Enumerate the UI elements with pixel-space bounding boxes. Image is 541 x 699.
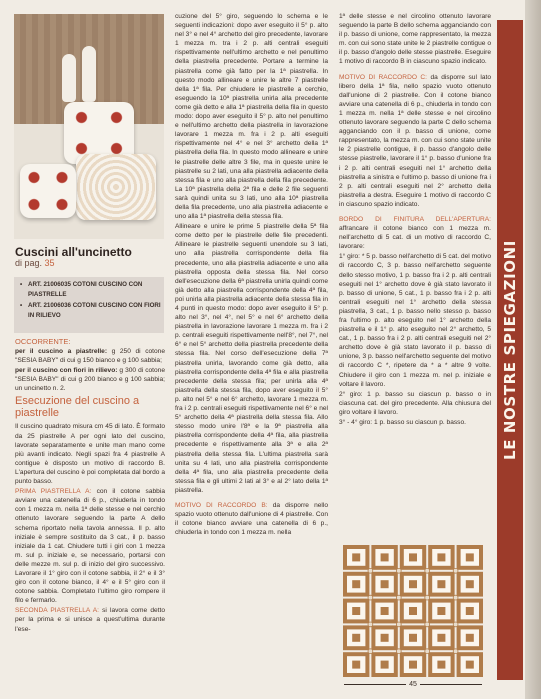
instruction-heading: PRIMA PIASTRELLA A:	[15, 488, 92, 496]
tile-center	[381, 580, 389, 588]
joining-motif	[368, 595, 373, 600]
materials-text: g 300 di cotone "SESIA BABY" di cui g 200 bianco e g 100 sabbia; un uncinetto n. 2.	[15, 367, 165, 393]
joining-motif	[425, 595, 430, 600]
joining-motif	[453, 622, 458, 627]
cushions-photo	[14, 14, 164, 239]
tile-center	[352, 580, 360, 588]
section-banner	[497, 20, 523, 680]
instruction-text: affrancare il cotone bianco con 1 mezza m. nell'archetto di 5 cat. di un motivo di raccordo C, lavorare:	[339, 225, 491, 251]
instruction-heading: SECONDA PIASTRELLA A:	[15, 607, 99, 615]
instruction-heading: MOTIVO DI RACCORDO B:	[175, 501, 268, 509]
dimension-label	[339, 681, 487, 688]
tile-center	[381, 553, 389, 561]
article-code: • ART. 21006036 COTONI CUSCINO CON FIORI IN RILIEVO	[14, 301, 164, 320]
tile-center	[437, 661, 445, 669]
tile-center	[437, 607, 445, 615]
subtitle-page: 35	[44, 258, 55, 268]
tile-center	[466, 553, 474, 561]
tile-center	[381, 661, 389, 669]
diagram-svg	[339, 541, 487, 683]
joining-motif	[368, 649, 373, 654]
instruction-paragraph	[339, 73, 491, 209]
article-codes-box	[14, 277, 164, 333]
tile-center	[466, 580, 474, 588]
joining-motif	[368, 622, 373, 627]
text-column-2	[175, 12, 328, 538]
joining-motif	[396, 622, 401, 627]
cushion-layout-diagram	[339, 541, 487, 683]
article-subtitle	[15, 258, 55, 268]
tile-center	[466, 661, 474, 669]
instruction-text: si lavora come detto per la prima e si unisce a quest'ultima durante l'ese-	[15, 607, 166, 633]
tile-center	[409, 580, 417, 588]
tile-center	[381, 634, 389, 642]
body-paragraph: 1ª delle stesse e nel circolino ottenuto lavorare seguendo la parte B dello schema agganciando con il p. basso di unione, come rappresentato, la mezza m. con cui sono state unite le 2 piastrelle contigue o il p. basso d'angolo delle stesse piastrelle. Eseguire 1 motivo di raccordo B in ciascuno spazio indicato.	[339, 13, 491, 66]
dimension-value: 45	[406, 681, 420, 688]
tile-center	[381, 607, 389, 615]
joining-motif	[453, 568, 458, 573]
joining-motif	[396, 568, 401, 573]
instruction-text: da disporre sul lato libero della 1ª fila, nello spazio vuoto ottenuto dall'unione di 2 piastrelle. Con il cotone bianco avviare una catenella di 6 p., chiuderla in tondo con 1 mezza m. nella 1ª delle stesse e nel circolino ottenuto lavorare seguendo la parte C dello schema agganciando con il p. basso di unione, come rappresentato, la mezza m. con cui sono state unite le 2 piastrelle contigue, il p. basso d'angolo delle stesse piastrelle, lavorare il 1° p. basso d'unione fra i 2 p. alti centrali eseguiti nel 1° archetto della piastrella a sinistra e l'ultimo p. basso di unione fra i 2 p. alti centrali eseguiti nel 2° archetto della piastrella a destra. Eseguire 1 motivo di raccordo C in ciascuno spazio indicato.	[339, 73, 491, 208]
body-paragraph: cuzione del 5° giro, seguendo lo schema e le seguenti indicazioni: dopo aver eseguito il 5° p. alto nel 3° e nel 4° archetto del giro precedente, lavorare 1 mezza m. tra i 2 p. alti centrali eseguiti rispettivamente nell'ultimo archetto e nel penultimo della piastrella precedente. Portare a termine la piastrella come già fatto per la 1ª piastrella. In questo modo allineare e unire le altre 7 piastrelle della 1ª fila. Per chiudere le piastrelle a cerchio, eseguendo la 10ª piastrella unirla alla precedente come già detto e alla 1ª piastrella della fila in questo modo: dopo aver eseguito il 5° p. alto nel penultimo e nell'ultimo archetto della piastrella in lavorazione lavorare 1 mezza m. fra i 2 p. alti eseguiti rispettivamente nel 4° e nel 3° archetto della 1ª piastrella della fila. In questo modo allineare e unire le piastrelle delle altre 3 file, ma in queste unire le piastrelle su 2 lati, una alla piastrella adiacente della stessa fila e uno alla piastrella della fila precedente. La 10ª piastrella della 2ª fila e delle 2 file seguenti sarà quindi unita su 3 lati, uno alla 10ª piastrella della fila precedente, uno alla piastrella adiacente e uno alla 1ª piastrella della stessa fila.	[175, 13, 328, 221]
instruction-paragraph	[175, 501, 328, 537]
instruction-heading: MOTIVO DI RACCORDO C:	[339, 73, 427, 81]
occorrente-heading: OCCORRENTE:	[15, 337, 71, 346]
tile-center	[352, 634, 360, 642]
materials-label: per il cuscino con fiori in rilievo:	[15, 367, 118, 375]
tile-center	[352, 607, 360, 615]
tile-center	[352, 661, 360, 669]
tile-center	[437, 580, 445, 588]
page-edge	[525, 0, 541, 699]
joining-motif	[425, 568, 430, 573]
joining-motif	[425, 649, 430, 654]
joining-motif	[396, 649, 401, 654]
tile-center	[466, 634, 474, 642]
materials-paragraph	[15, 366, 165, 393]
round-instruction: 3° - 4° giro: 1 p. basso su ciascun p. basso.	[339, 419, 466, 427]
article-title: Cuscini all'uncinetto	[15, 245, 132, 259]
cushion-image	[20, 164, 76, 218]
tile-center	[409, 607, 417, 615]
materials-label: per il cuscino a piastrelle:	[15, 348, 108, 355]
joining-motif	[425, 622, 430, 627]
tile-center	[437, 634, 445, 642]
subtitle-prefix: di pag.	[15, 258, 45, 268]
tile-center	[409, 553, 417, 561]
joining-motif	[396, 595, 401, 600]
body-paragraph: Allineare e unire le prime 5 piastrelle della 5ª fila come detto per le piastrelle delle file precedenti. Allineare le piastrelle seguenti unendole su 3 lati, uno alla piastrella corrispondente della fila precedente, uno alla piastrella adiacente e uno alla piastrella opposta della stessa fila. Nel corso dell'esecuzione della 6ª piastrella unirla quindi come già detto alla piastrella corrispondente della 4ª fila, poi unirla alla piastrella adiacente della stessa fila in 4 punti in questo modo: dopo aver eseguito il 5° p. alto nel 3°, nel 4°, nel 5° e nel 6° archetto della piastrella in lavorazione lavorare 1 mezza m. fra i 2 p. centrali eseguiti rispettivamente nell'8°, nel 7°, nel 6° e nel 5° archetto della piastrella precedente della stessa fila. Nel corso dell'esecuzione della 7ª piastrella unirla, lavorando come già detto, alla piastrella corrispondente della 4ª fila e alla piastrella precedente della stessa fila; per unirla alla 4ª piastrella della stessa fila, dopo aver eseguito il 5° p. alto nel 5° e nel 6° archetto, lavorare 1 mezza m. fra i 2 p. centrali eseguiti rispettivamente nel 6° e nel 5° archetto della 4ª piastrella della stessa fila. Allo stesso modo unire l'8ª e la 9ª piastrella alla piastrella corrispondente della 4ª fila, alla piastrella precedente e rispettivamente alla 3ª e alla 2ª piastrella della stessa fila. L'ultima piastrella sarà unita su 4 lati, uno alla piastrella corrispondente della 4ª fila, uno alla piastrella precedente della stessa fila e gli ultimi 2 lati al 3° e al 2° lato della 1ª piastrella.	[175, 223, 328, 494]
text-column-3	[339, 12, 491, 428]
tile-center	[437, 553, 445, 561]
text-column-1	[15, 347, 165, 635]
intro-paragraph: Il cuscino quadrato misura cm 45 di lato. È formato da 25 piastrelle A per ogni lato del cuscino, lavorate separatamente e unite man mano come più avanti indicato. Negli spazi fra 4 piastrelle A contigue è disposto un motivo di raccordo B. L'apertura del cuscino è poi completata dal bordo a punto basso.	[15, 423, 165, 486]
instruction-text: con il cotone sabbia avviare una catenella di 6 p., chiuderla in tondo con 1 mezza m. nella 1ª delle stesse e nel cerchio ottenuto lavorare seguendo la parte A dello schema riportato nella tavola annessa. Il p. alto iniziale è sempre sostituito da 3 cat., il p. basso iniziale da 1 cat. Chiudere tutti i giri con 1 mezza m. sul p. iniziale e, se necessario, portarsi con delle mezze m. sul p. di inizio del giro successivo. Lavorare il 1° giro con il cotone sabbia, il 2° e il 3° giro con il cotone bianco, il 4° e il 5° giro con il cotone sabbia. Completato l'ultimo giro rompere il filo e fermarlo.	[15, 488, 165, 605]
instruction-paragraph	[15, 606, 165, 633]
joining-motif	[453, 649, 458, 654]
tile-center	[466, 607, 474, 615]
instruction-paragraph	[339, 215, 491, 251]
tile-center	[352, 553, 360, 561]
tile-center	[409, 661, 417, 669]
instruction-heading: BORDO DI FINITURA DELL'APERTURA:	[339, 215, 491, 223]
cushion-image	[76, 154, 156, 220]
joining-motif	[453, 595, 458, 600]
instruction-paragraph	[15, 487, 165, 605]
joining-motif	[368, 568, 373, 573]
section-heading: Esecuzione del cuscino a piastrelle	[15, 395, 140, 419]
vase-image	[82, 46, 96, 102]
vase-image	[62, 54, 76, 102]
round-instruction: 2° giro: 1 p. basso su ciascun p. basso o in ciascuna cat. del giro precedente. Alla chiusura del giro voltare il lavoro.	[339, 390, 491, 416]
round-instruction: 1° giro: * 5 p. basso nell'archetto di 5 cat. del motivo di raccordo C, 3 p. basso nell'archetto seguente dello stesso motivo, 1 p. basso fra i 2 p. alti centrali eseguiti nel 1° archetto dove è già stato lavorato il p. basso di unione, 5 cat., 1 p. basso fra i 2 p. alti centrali eseguiti nel 1° archetto della stessa piastrella, 3 cat., 1 p. basso nello stesso p. basso fra l'ultimo p. alto eseguito nel 1° archetto della piastrella e il 1° p. alto eseguito nel 2° archetto, 5 cat., 1 p. basso fra i 2 p. alti centrali eseguiti nel 2° archetto dove è già stato lavorato il p. basso di unione, 3 p. basso nell'archetto seguente del motivo di raccordo C *, ripetere da * a * altre 9 volte. Chiudere il giro con 1 mezza m. nel p. iniziale e voltare il lavoro.	[339, 253, 491, 388]
materials-paragraph	[15, 347, 165, 365]
instruction-text: da disporre nello spazio vuoto ottenuto dall'unione di 4 piastrelle. Con il cotone bianco avviare una catenella di 6 p., chiuderla in tondo con 1 mezza m. nella	[175, 501, 328, 537]
article-code: • ART. 21006035 COTONI CUSCINO CON PIASTRELLE	[14, 280, 164, 299]
tile-center	[409, 634, 417, 642]
materials-text: g 250 di cotone "SESIA BABY" di cui g 150 bianco e g 100 sabbia;	[15, 348, 165, 365]
banner-text: LE NOSTRE SPIEGAZIONI	[501, 240, 519, 460]
